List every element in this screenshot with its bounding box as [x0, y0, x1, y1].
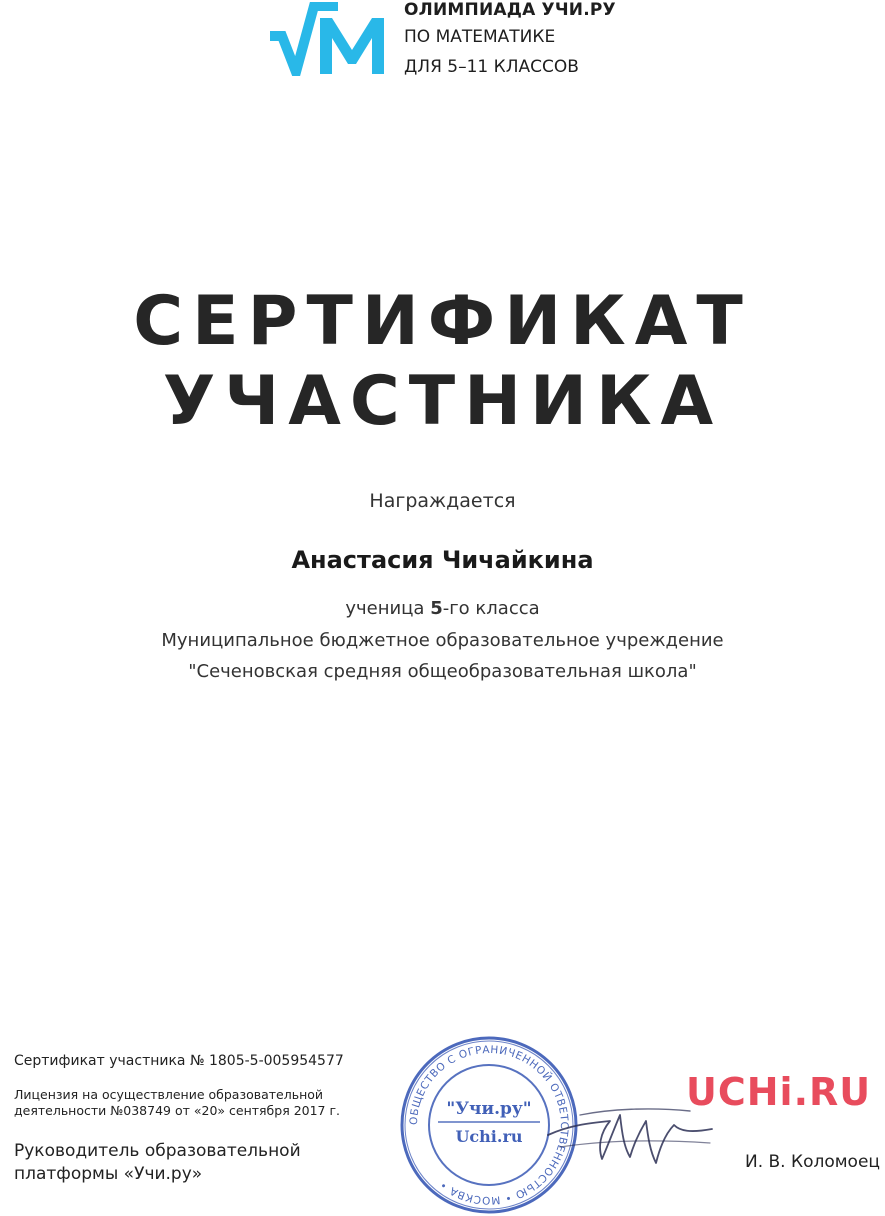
grade-prefix: ученица — [345, 598, 431, 619]
signer-name: И. В. Коломоец — [745, 1152, 880, 1172]
student-grade — [0, 598, 885, 619]
uchi-ru-logo: UCHi.RU — [686, 1070, 872, 1114]
logo-line-subject: ПО МАТЕМАТИКЕ — [404, 27, 556, 47]
certificate-number: Сертификат участника № 1805-5-005954577 — [14, 1053, 344, 1069]
certificate-title-line-2: УЧАСТНИКА — [162, 362, 723, 441]
stamp-inner-line-2: Uchi.ru — [455, 1127, 523, 1146]
license-line-1: Лицензия на осуществление образовательной — [14, 1087, 324, 1102]
awarded-label: Награждается — [369, 490, 516, 512]
logo-line-grades: ДЛЯ 5–11 КЛАССОВ — [404, 57, 579, 77]
school-line-1: Муниципальное бюджетное образовательное учреждение — [161, 630, 724, 651]
stamp-inner-line-1: "Учи.ру" — [446, 1099, 532, 1119]
logo-line-olympiad: ОЛИМПИАДА УЧИ.РУ — [404, 0, 616, 20]
license-line-2: деятельности №038749 от «20» сентября 2017 г. — [14, 1103, 341, 1118]
head-title-line-1: Руководитель образовательной — [14, 1141, 301, 1161]
olympiad-logo-icon — [268, 2, 392, 76]
grade-number: 5 — [430, 598, 443, 619]
head-title-line-2: платформы «Учи.ру» — [14, 1164, 203, 1184]
student-name: Анастасия Чичайкина — [291, 546, 594, 574]
certificate-title-line-1: СЕРТИФИКАТ — [133, 282, 752, 361]
stamp-ring-text: ОБЩЕСТВО С ОГРАНИЧЕННОЙ ОТВЕТСТВЕННОСТЬЮ • МОСКВА • — [407, 1043, 571, 1207]
grade-suffix: -го класса — [442, 598, 540, 619]
school-line-2: "Сеченовская средняя общеобразовательная школа" — [188, 661, 697, 682]
